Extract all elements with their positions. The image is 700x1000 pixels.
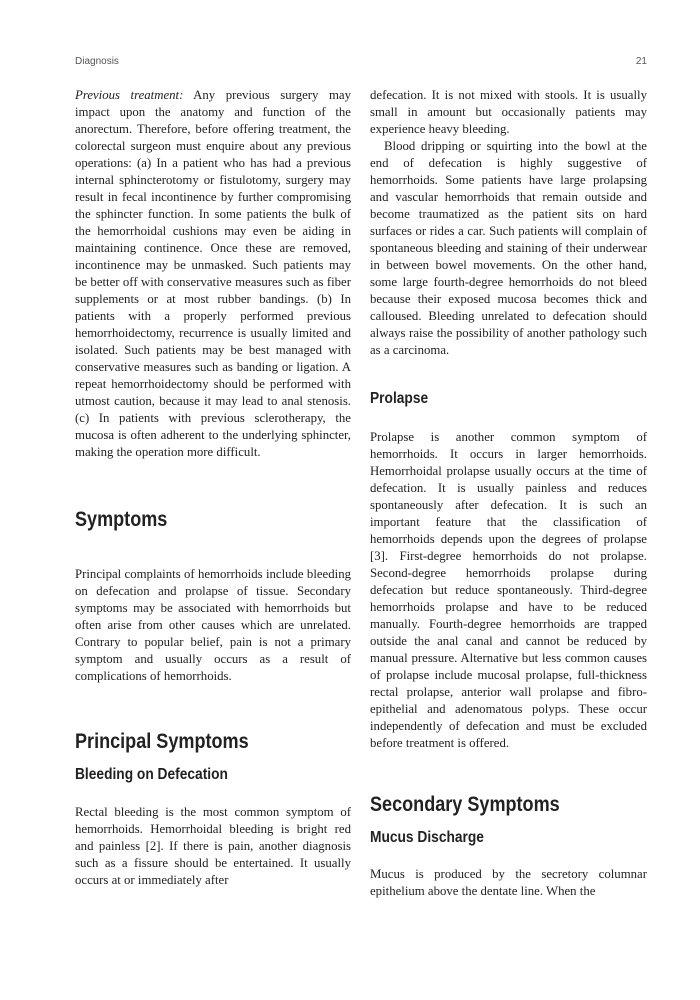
principal-symptoms-heading: Principal Symptoms	[75, 730, 249, 753]
previous-treatment-label: Previous treatment:	[75, 88, 184, 102]
page-number: 21	[635, 56, 647, 67]
running-head	[75, 56, 647, 67]
symptoms-paragraph: Principal complaints of hemorrhoids include bleeding on defecation and prolapse of tissue. Secondary symptoms may be associated with hemorrhoids but often arise from other causes which are unrelated. Contrary to popular belief, pain is not a primary symptom and usually occurs as a result of complications of hemorrhoids.	[75, 567, 351, 683]
blood-dripping-paragraph: Blood dripping or squirting into the bowl at the end of defecation is highly suggestive of hemorrhoids. Some patients have large prolapsing and vascular hemorrhoids that remain outside and become traumatized as the patient sits on hard surfaces or rides a car. Such patients will complain of spontaneous bleeding and staining of their underwear in between bowel movements. On the other hand, some large fourth-degree hemorrhoids do not bleed because their exposed mucosa becomes thick and calloused. Bleeding unrelated to defecation should always raise the possibility of another pathology such as a carcinoma.	[370, 139, 647, 357]
secondary-symptoms-heading: Secondary Symptoms	[370, 793, 560, 816]
previous-treatment-text: Any previous surgery may impact upon the anatomy and function of the anorectum. Therefore, before offering treatment, the colorectal surgeon must enquire about any previous operations: (a) In a patient who has had a previous internal sphincterotomy or fistulotomy, surgery may result in fecal incontinence by further compromising the sphincter function. In some patients the bulk of the hemorrhoidal cushions may even be aiding in maintaining continence. Once these are removed, incontinence may be unmasked. Such patients may be better off with conservative measures such as fiber supplements or at most rubber bandings. (b) In patients with a properly performed previous hemorrhoidectomy, recurrence is usually limited and isolated. Such patients may be best managed with conservative measures such as banding or ligation. A repeat hemorrhoidectomy should be performed with utmost caution, because it may lead to anal stenosis. (c) In patients with previous sclerotherapy, the mucosa is often adherent to the underlying sphincter, making the operation more difficult.	[75, 88, 351, 459]
prolapse-paragraph: Prolapse is another common symptom of hemorrhoids. It occurs in larger hemorrhoids. Hemorrhoidal prolapse usually occurs at the time of defecation. It is usually painless and reduces spontaneously after defecation. It is such an important feature that the classification of hemorrhoids depends upon the degrees of prolapse [3]. First-degree hemorrhoids do not prolapse. Second-degree hemorrhoids prolapse during defecation but reduce spontaneously. Third-degree hemorrhoids prolapse and have to be reduced manually. Fourth-degree hemorrhoids are trapped outside the anal canal and cannot be reduced by manual pressure. Alternative but less common causes of prolapse include mucosal prolapse, full-thickness rectal prolapse, anterior wall prolapse and fibro-epithelial and adenomatous polyps. These occur independently of defecation and must be excluded before treatment is offered.	[370, 430, 647, 750]
prolapse-heading: Prolapse	[370, 390, 429, 407]
right-column	[370, 87, 647, 900]
mucus-paragraph: Mucus is produced by the secretory columnar epithelium above the dentate line. When the	[370, 867, 647, 898]
bleeding-heading: Bleeding on Defecation	[75, 766, 228, 783]
bleeding-paragraph: Rectal bleeding is the most common symptom of hemorrhoids. Hemorrhoidal bleeding is bright red and painless [2]. If there is pain, another diagnosis such as a fissure should be entertained. It usually occurs at or immediately after	[75, 805, 351, 887]
left-column	[75, 87, 351, 889]
symptoms-heading: Symptoms	[75, 508, 168, 531]
mucus-discharge-heading: Mucus Discharge	[370, 829, 484, 846]
previous-treatment-paragraph	[75, 87, 351, 461]
running-head-section: Diagnosis	[75, 56, 119, 67]
bleeding-continued-paragraph: defecation. It is not mixed with stools. It is usually small in amount but occasionally patients may experience heavy bleeding.	[370, 88, 647, 136]
